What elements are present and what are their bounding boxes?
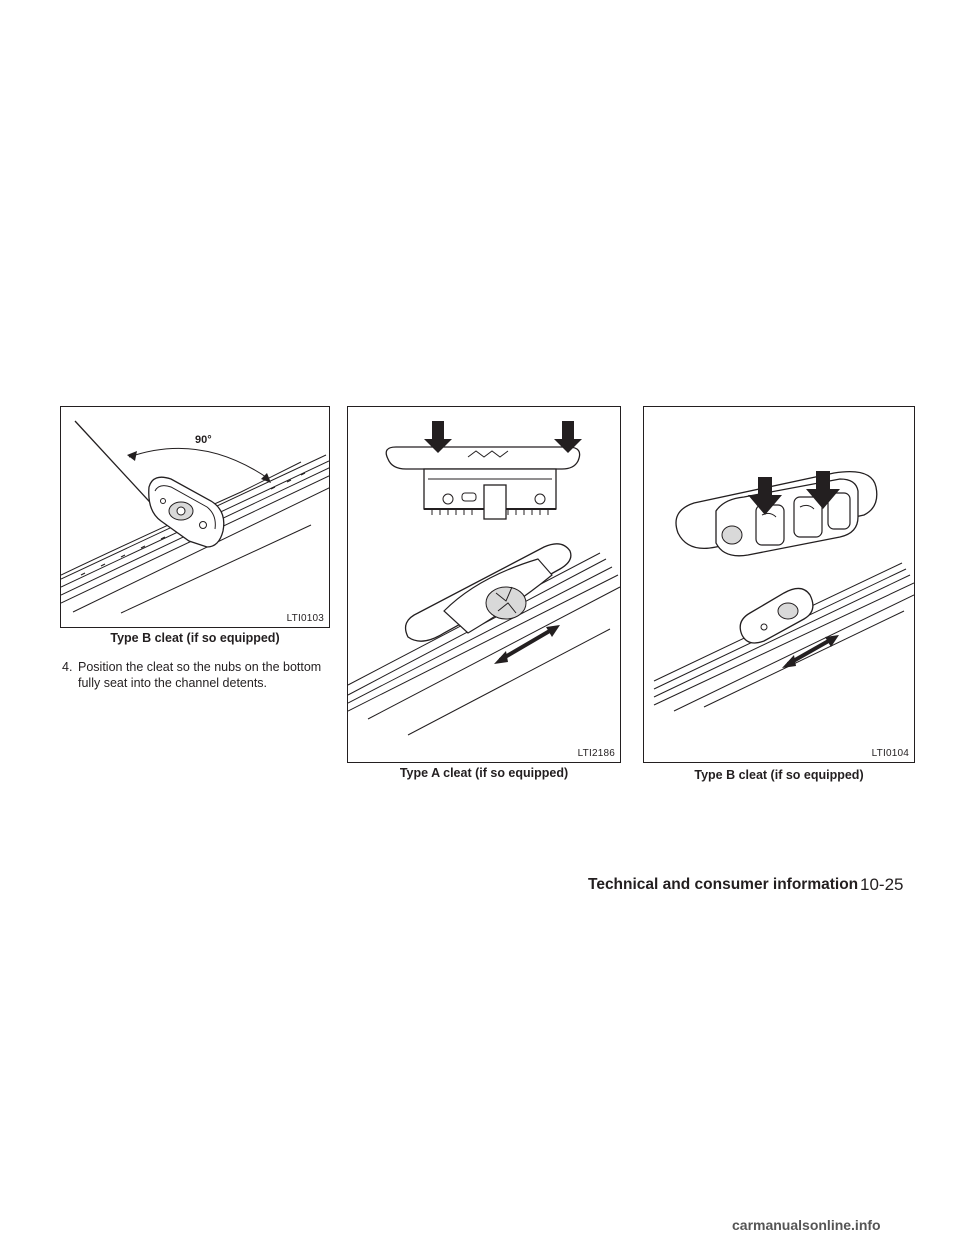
step-number: 4. bbox=[62, 660, 73, 674]
figure-code: LTI0104 bbox=[871, 748, 909, 759]
instruction-step bbox=[62, 659, 352, 691]
footer-section-title: Technical and consumer information bbox=[588, 876, 859, 893]
angle-label: 90° bbox=[195, 434, 212, 446]
watermark-text: carmanualsonline.info bbox=[732, 1217, 881, 1233]
type-b-cleat-illustration bbox=[644, 407, 915, 763]
type-a-cleat-illustration bbox=[348, 407, 621, 763]
step-text-line2: fully seat into the channel detents. bbox=[78, 676, 268, 690]
step-text-line1: Position the cleat so the nubs on the bottom bbox=[78, 660, 322, 674]
cleat-90-degree-illustration bbox=[61, 407, 330, 628]
figure-caption: Type B cleat (if so equipped) bbox=[694, 768, 864, 782]
figure-caption: Type B cleat (if so equipped) bbox=[110, 631, 280, 645]
figure-type-b-cleat-angle bbox=[60, 406, 330, 628]
figure-type-b-cleat bbox=[643, 406, 915, 763]
figure-code: LTI2186 bbox=[577, 748, 615, 759]
figure-type-a-cleat bbox=[347, 406, 621, 763]
figure-caption: Type A cleat (if so equipped) bbox=[399, 766, 569, 780]
figure-code: LTI0103 bbox=[286, 613, 324, 624]
page-number: 10-25 bbox=[860, 875, 904, 894]
